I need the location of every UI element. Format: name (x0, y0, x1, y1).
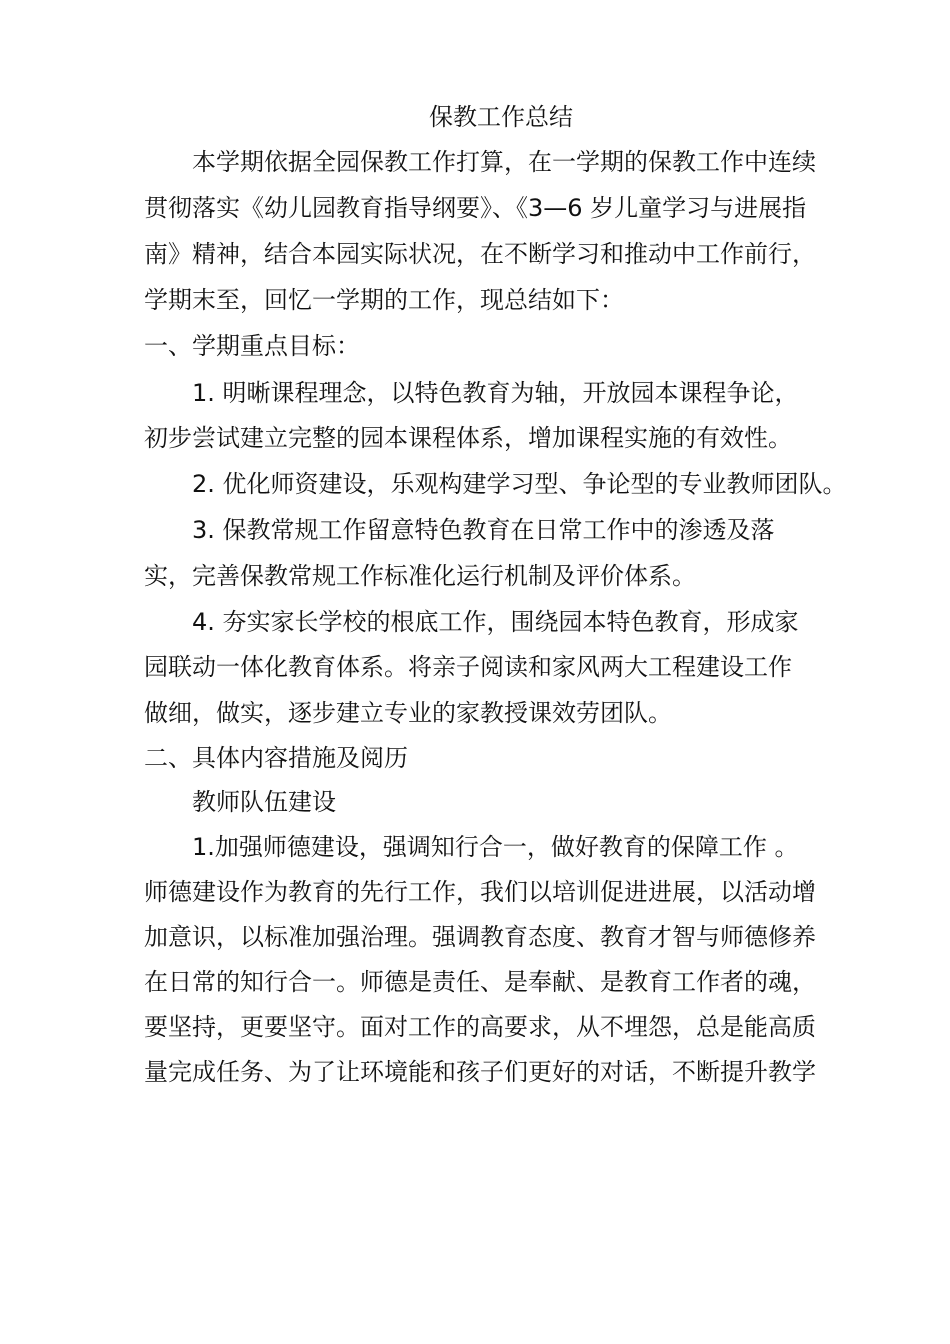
document-title: 保教工作总结 (429, 103, 573, 131)
paragraph-line: 加意识，以标准加强治理。强调教育态度、教育才智与师德修养 (144, 923, 816, 951)
paragraph-line: 南》精神，结合本园实际状况，在不断学习和推动中工作前行， (144, 240, 816, 268)
paragraph-line: 4. 夯实家长学校的根底工作，围绕园本特色教育，形成家 (192, 608, 799, 636)
paragraph-line: 2. 优化师资建设，乐观构建学习型、争论型的专业教师团队。 (192, 470, 847, 498)
paragraph-line: 1.加强师德建设，强调知行合一，做好教育的保障工作 。 (192, 833, 799, 861)
paragraph-line: 量完成任务、为了让环境能和孩子们更好的对话，不断提升教学 (144, 1058, 816, 1086)
paragraph-line: 学期末至，回忆一学期的工作，现总结如下： (144, 286, 624, 314)
paragraph-line: 本学期依据全园保教工作打算，在一学期的保教工作中连续 (192, 148, 816, 176)
paragraph-line: 贯彻落实《幼儿园教育指导纲要》、《3—6 岁儿童学习与进展指 (144, 194, 807, 222)
section-heading: 一、学期重点目标： (144, 332, 360, 360)
paragraph-line: 要坚持，更要坚守。面对工作的高要求，从不埋怨，总是能高质 (144, 1013, 816, 1041)
paragraph-line: 1. 明晰课程理念，以特色教育为轴，开放园本课程争论， (192, 379, 799, 407)
paragraph-line: 做细，做实，逐步建立专业的家教授课效劳团队。 (144, 699, 672, 727)
paragraph-line: 3. 保教常规工作留意特色教育在日常工作中的渗透及落 (192, 516, 775, 544)
paragraph-line: 初步尝试建立完整的园本课程体系，增加课程实施的有效性。 (144, 424, 792, 452)
paragraph-line: 实，完善保教常规工作标准化运行机制及评价体系。 (144, 562, 696, 590)
paragraph-line: 师德建设作为教育的先行工作，我们以培训促进进展，以活动增 (144, 878, 816, 906)
subsection-heading: 教师队伍建设 (192, 788, 336, 816)
section-heading: 二、具体内容措施及阅历 (144, 744, 408, 772)
paragraph-line: 在日常的知行合一。师德是责任、是奉献、是教育工作者的魂， (144, 968, 816, 996)
paragraph-line: 园联动一体化教育体系。将亲子阅读和家风两大工程建设工作 (144, 653, 792, 681)
